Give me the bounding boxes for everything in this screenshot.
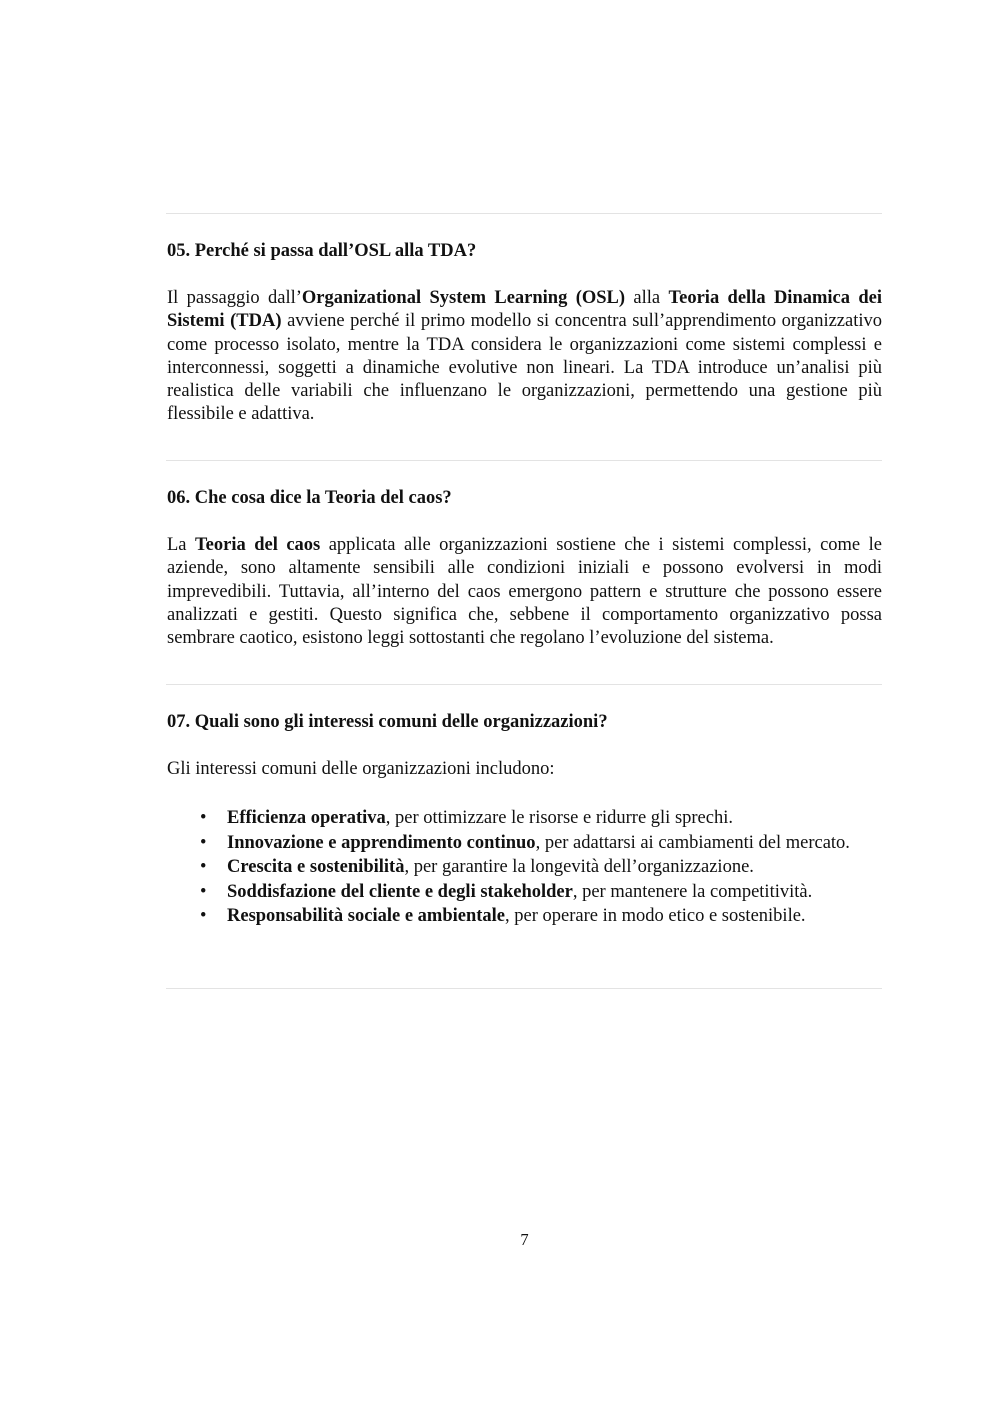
- text-run: Il passaggio dall’: [167, 288, 302, 308]
- bold-term: Teoria della Dinamica dei Sistemi (TDA): [167, 288, 882, 332]
- bullet-icon: •: [200, 857, 207, 878]
- section-paragraph-05: [167, 287, 882, 427]
- bullet-icon: •: [200, 906, 207, 927]
- list-item-term: Responsabilità sociale e ambientale: [227, 906, 506, 927]
- list-item: [200, 855, 882, 880]
- text-run: alla: [625, 288, 669, 308]
- section-divider: [166, 988, 882, 989]
- section-heading-05: 05. Perché si passa dall’OSL alla TDA?: [167, 241, 477, 261]
- list-item-text: , per operare in modo etico e sostenibile.: [505, 906, 806, 927]
- text-run: La: [167, 535, 195, 555]
- section-divider: [166, 684, 882, 685]
- bullet-icon: •: [200, 832, 207, 853]
- bold-term: Teoria del caos: [195, 535, 321, 555]
- interests-list: [200, 806, 882, 929]
- bullet-icon: •: [200, 808, 207, 828]
- list-item-text: , per garantire la longevità dell’organizzazione.: [404, 857, 754, 878]
- section-heading-07: 07. Quali sono gli interessi comuni delle organizzazioni?: [167, 712, 608, 732]
- page-number: 7: [520, 1230, 529, 1249]
- list-item: [200, 831, 882, 856]
- list-item-text: , per mantenere la competitività.: [572, 881, 813, 902]
- section-paragraph-06: [167, 534, 882, 650]
- list-item-term: Crescita e sostenibilità: [227, 857, 405, 878]
- section-intro-07: Gli interessi comuni delle organizzazioni includono:: [167, 759, 555, 779]
- section-divider: [166, 213, 882, 214]
- list-item: [200, 880, 882, 905]
- list-item-term: Efficienza operativa: [227, 808, 386, 828]
- list-item-text: , per ottimizzare le risorse e ridurre gli sprechi.: [385, 808, 733, 828]
- list-item-text: , per adattarsi ai cambiamenti del mercato.: [535, 832, 850, 853]
- list-item-term: Soddisfazione del cliente e degli stakeholder: [227, 881, 573, 902]
- section-divider: [166, 460, 882, 461]
- text-run: applicata alle organizzazioni sostiene che i sistemi complessi, come le aziende, sono altamente sensibili alle condizioni iniziali e possono evolversi in modi imprevedibili. Tuttavia, all’interno del caos emergono pattern e strutture che possono essere analizzati e gestiti. Questo significa che, sebbene il comportamento organizzativo possa sembrare caotico, esistono leggi sottostanti che regolano l’evoluzione del sistema.: [167, 535, 882, 649]
- text-run: avviene perché il primo modello si concentra sull’apprendimento organizzativo come processo isolato, mentre la TDA considera le organizzazioni come sistemi complessi e interconnessi, soggetti a dinamiche evolutive non lineari. La TDA introduce un’analisi più realistica delle variabili che influenzano le organizzazioni, permettendo una gestione più flessibile e adattiva.: [167, 311, 882, 425]
- list-item: [200, 806, 882, 831]
- section-heading-06: 06. Che cosa dice la Teoria del caos?: [167, 488, 452, 508]
- bold-term: Organizational System Learning (OSL): [301, 288, 626, 308]
- list-item: [200, 904, 882, 929]
- list-item-term: Innovazione e apprendimento continuo: [227, 832, 536, 853]
- bullet-icon: •: [200, 881, 207, 902]
